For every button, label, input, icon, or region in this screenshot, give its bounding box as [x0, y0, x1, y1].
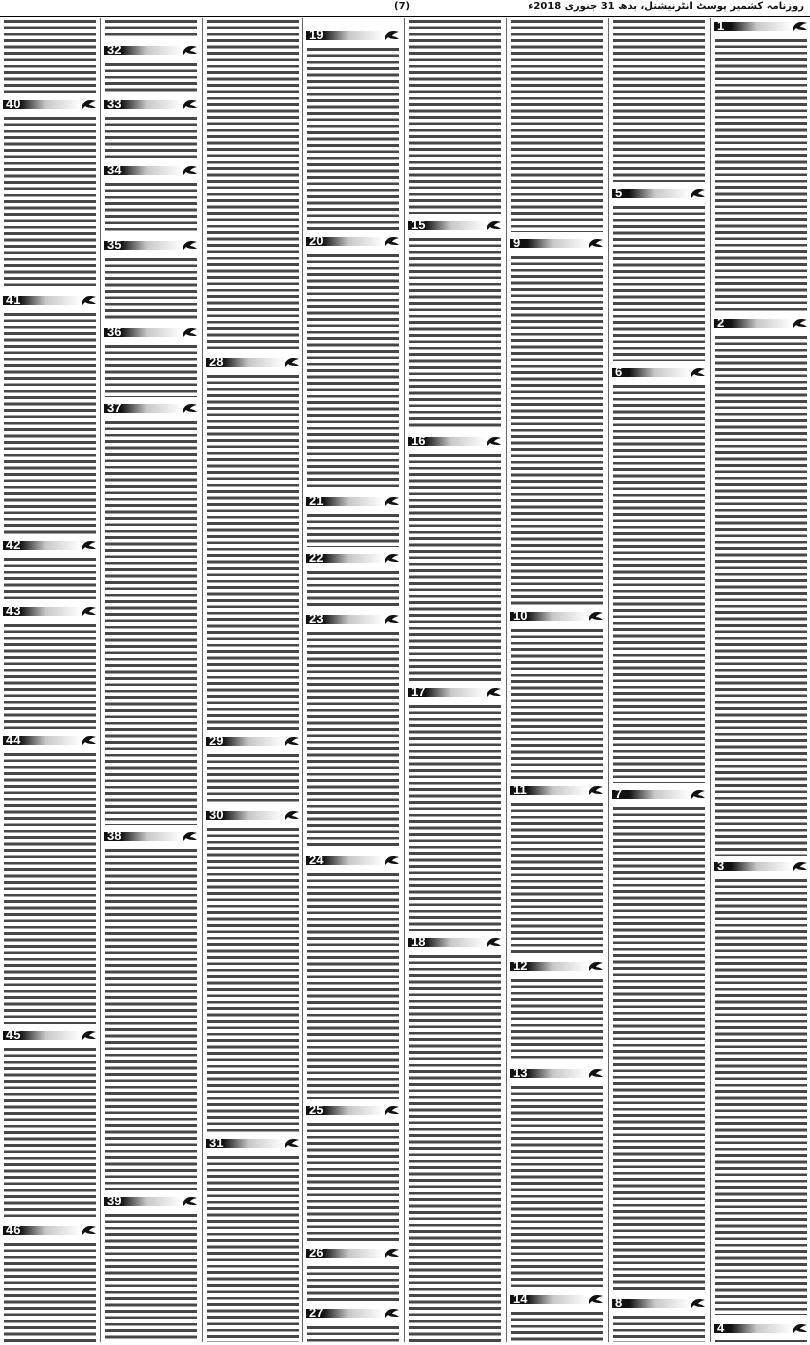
text-block	[105, 115, 197, 159]
question-header	[408, 934, 502, 950]
question-number: 36	[107, 324, 122, 339]
question-number: 46	[6, 1222, 21, 1237]
question-number: 24	[309, 852, 324, 867]
bird-emblem-icon	[284, 354, 300, 370]
question-number: 28	[209, 354, 224, 369]
text-block	[307, 1121, 399, 1242]
text-block	[4, 1046, 96, 1219]
question-header	[510, 782, 604, 798]
question-number: 22	[309, 550, 324, 565]
question-number: 41	[6, 292, 21, 307]
text-block	[409, 452, 501, 681]
question-number: 31	[209, 1135, 224, 1150]
bird-emblem-icon	[284, 1135, 300, 1151]
bird-emblem-icon	[182, 828, 198, 844]
bird-emblem-icon	[588, 1065, 604, 1081]
question-number: 18	[411, 934, 426, 949]
question-header	[3, 1222, 97, 1238]
question-header	[306, 233, 400, 249]
bird-emblem-icon	[588, 608, 604, 624]
question-header	[206, 1135, 300, 1151]
column-rule	[100, 18, 101, 1342]
text-block	[105, 1212, 197, 1342]
column-rule	[506, 18, 507, 1342]
question-number: 38	[107, 828, 122, 843]
bird-emblem-icon	[384, 493, 400, 509]
text-block	[511, 801, 603, 955]
text-block	[715, 1338, 807, 1342]
question-number: 20	[309, 233, 324, 248]
text-block	[613, 1314, 705, 1342]
column-7	[104, 18, 198, 1342]
bird-emblem-icon	[182, 400, 198, 416]
question-number: 37	[107, 400, 122, 415]
question-header	[3, 292, 97, 308]
bird-emblem-icon	[81, 537, 97, 553]
question-number: 30	[209, 807, 224, 822]
text-block	[105, 343, 197, 397]
bird-emblem-icon	[792, 315, 808, 331]
question-number: 34	[107, 162, 122, 177]
text-block	[105, 256, 197, 321]
column-rule	[404, 18, 405, 1342]
bird-emblem-icon	[81, 732, 97, 748]
bird-emblem-icon	[690, 786, 706, 802]
question-header	[714, 858, 808, 874]
question-number: 1	[717, 18, 725, 33]
question-number: 6	[615, 364, 623, 379]
text-block	[715, 37, 807, 311]
question-number: 3	[717, 858, 725, 873]
text-block	[105, 61, 197, 93]
question-number: 25	[309, 1102, 324, 1117]
bird-emblem-icon	[182, 237, 198, 253]
bird-emblem-icon	[384, 1245, 400, 1261]
question-header	[714, 18, 808, 34]
question-header	[3, 1027, 97, 1043]
bird-emblem-icon	[690, 185, 706, 201]
text-block	[207, 752, 299, 804]
text-block	[307, 569, 399, 608]
question-header	[3, 96, 97, 112]
question-header	[306, 550, 400, 566]
text-block	[511, 627, 603, 779]
question-header	[612, 185, 706, 201]
bird-emblem-icon	[384, 1305, 400, 1321]
text-block	[613, 383, 705, 783]
text-block	[105, 847, 197, 1190]
question-header	[306, 852, 400, 868]
question-header	[306, 1245, 400, 1261]
question-number: 29	[209, 733, 224, 748]
page-header	[0, 0, 810, 17]
bird-emblem-icon	[384, 233, 400, 249]
text-block	[511, 1310, 603, 1342]
text-block	[613, 204, 705, 361]
question-number: 12	[513, 958, 528, 973]
question-number: 5	[615, 185, 623, 200]
bird-emblem-icon	[486, 684, 502, 700]
bird-emblem-icon	[486, 433, 502, 449]
bird-emblem-icon	[486, 217, 502, 233]
question-number: 45	[6, 1027, 21, 1042]
text-block	[307, 630, 399, 849]
bird-emblem-icon	[384, 852, 400, 868]
question-header	[306, 1305, 400, 1321]
question-number: 7	[615, 786, 623, 801]
question-number: 32	[107, 42, 122, 57]
bird-emblem-icon	[588, 235, 604, 251]
text-block	[511, 977, 603, 1062]
text-block	[409, 953, 501, 1342]
column-rule	[202, 18, 203, 1342]
text-block	[207, 18, 299, 351]
bird-emblem-icon	[182, 1193, 198, 1209]
question-number: 8	[615, 1295, 623, 1310]
text-block	[307, 871, 399, 1099]
question-header	[306, 27, 400, 43]
bird-emblem-icon	[81, 1027, 97, 1043]
question-header	[104, 237, 198, 253]
text-block	[307, 512, 399, 547]
question-number: 23	[309, 611, 324, 626]
page-number: (7)	[394, 1, 411, 12]
question-header	[408, 217, 502, 233]
bird-emblem-icon	[384, 550, 400, 566]
text-block	[207, 1154, 299, 1342]
question-header	[306, 1102, 400, 1118]
question-header	[104, 162, 198, 178]
question-header	[3, 732, 97, 748]
bird-emblem-icon	[384, 611, 400, 627]
column-2	[612, 18, 706, 1342]
question-number: 27	[309, 1305, 324, 1320]
question-number: 19	[309, 27, 324, 42]
question-header	[612, 1295, 706, 1311]
question-number: 9	[513, 235, 521, 250]
question-header	[206, 807, 300, 823]
question-number: 13	[513, 1065, 528, 1080]
question-header	[104, 96, 198, 112]
question-number: 40	[6, 96, 21, 111]
question-number: 42	[6, 537, 21, 552]
question-header	[714, 1320, 808, 1336]
question-header	[104, 324, 198, 340]
text-block	[307, 252, 399, 490]
question-number: 43	[6, 603, 21, 618]
question-number: 44	[6, 732, 21, 747]
text-block	[4, 115, 96, 289]
text-block	[105, 181, 197, 234]
question-header	[104, 828, 198, 844]
text-block	[307, 1264, 399, 1302]
bird-emblem-icon	[182, 42, 198, 58]
bird-emblem-icon	[588, 782, 604, 798]
text-block	[511, 254, 603, 605]
bird-emblem-icon	[588, 1291, 604, 1307]
question-header	[306, 493, 400, 509]
bird-emblem-icon	[81, 1222, 97, 1238]
question-number: 21	[309, 493, 324, 508]
bird-emblem-icon	[182, 162, 198, 178]
bird-emblem-icon	[690, 364, 706, 380]
bird-emblem-icon	[384, 27, 400, 43]
bird-emblem-icon	[81, 603, 97, 619]
text-block	[307, 1324, 399, 1342]
text-block	[613, 805, 705, 1291]
text-block	[511, 1084, 603, 1288]
text-block	[715, 334, 807, 856]
text-block	[409, 703, 501, 931]
question-header	[510, 608, 604, 624]
question-number: 33	[107, 96, 122, 111]
column-rule	[302, 18, 303, 1342]
question-header	[612, 786, 706, 802]
masthead-text: روزنامہ کشمیر پوسٹ انٹرنیشنل، بدھ 31 جنوری 2018ء	[528, 1, 804, 12]
text-block	[105, 419, 197, 825]
bird-emblem-icon	[792, 18, 808, 34]
text-block	[715, 877, 807, 1315]
question-header	[3, 537, 97, 553]
text-block	[105, 18, 197, 39]
question-header	[206, 354, 300, 370]
bird-emblem-icon	[182, 324, 198, 340]
question-header	[612, 364, 706, 380]
question-number: 10	[513, 608, 528, 623]
column-rule	[710, 18, 711, 1342]
bird-emblem-icon	[588, 958, 604, 974]
question-header	[306, 611, 400, 627]
bird-emblem-icon	[182, 96, 198, 112]
bird-emblem-icon	[792, 1320, 808, 1336]
bird-emblem-icon	[81, 292, 97, 308]
question-number: 15	[411, 217, 426, 232]
question-header	[510, 958, 604, 974]
bird-emblem-icon	[284, 807, 300, 823]
bird-emblem-icon	[690, 1295, 706, 1311]
text-block	[409, 236, 501, 430]
question-header	[3, 603, 97, 619]
text-block	[4, 622, 96, 729]
text-block	[4, 1241, 96, 1342]
column-6	[206, 18, 300, 1342]
question-number: 35	[107, 237, 122, 252]
column-3	[510, 18, 604, 1342]
question-header	[714, 315, 808, 331]
question-number: 4	[717, 1320, 725, 1335]
bird-emblem-icon	[792, 858, 808, 874]
text-block	[307, 46, 399, 230]
text-block	[4, 751, 96, 1024]
text-block	[4, 311, 96, 534]
text-block	[613, 18, 705, 182]
question-number: 17	[411, 684, 426, 699]
question-header	[206, 733, 300, 749]
question-header	[510, 1291, 604, 1307]
text-block	[511, 18, 603, 232]
question-header	[104, 400, 198, 416]
question-header	[510, 1065, 604, 1081]
question-header	[408, 684, 502, 700]
text-block	[4, 18, 96, 93]
question-number: 39	[107, 1193, 122, 1208]
column-8	[3, 18, 97, 1342]
column-1	[714, 18, 808, 1342]
column-rule	[608, 18, 609, 1342]
text-block	[207, 826, 299, 1132]
bird-emblem-icon	[486, 934, 502, 950]
column-5	[306, 18, 400, 1342]
bird-emblem-icon	[81, 96, 97, 112]
question-header	[408, 433, 502, 449]
question-number: 11	[513, 782, 527, 797]
text-block	[207, 373, 299, 730]
text-block	[409, 18, 501, 214]
bird-emblem-icon	[284, 733, 300, 749]
question-header	[104, 42, 198, 58]
question-header	[510, 235, 604, 251]
question-number: 14	[513, 1291, 528, 1306]
column-4	[408, 18, 502, 1342]
question-header	[104, 1193, 198, 1209]
bird-emblem-icon	[384, 1102, 400, 1118]
text-block	[4, 556, 96, 600]
question-number: 2	[717, 315, 725, 330]
question-number: 26	[309, 1245, 324, 1260]
question-number: 16	[411, 433, 426, 448]
